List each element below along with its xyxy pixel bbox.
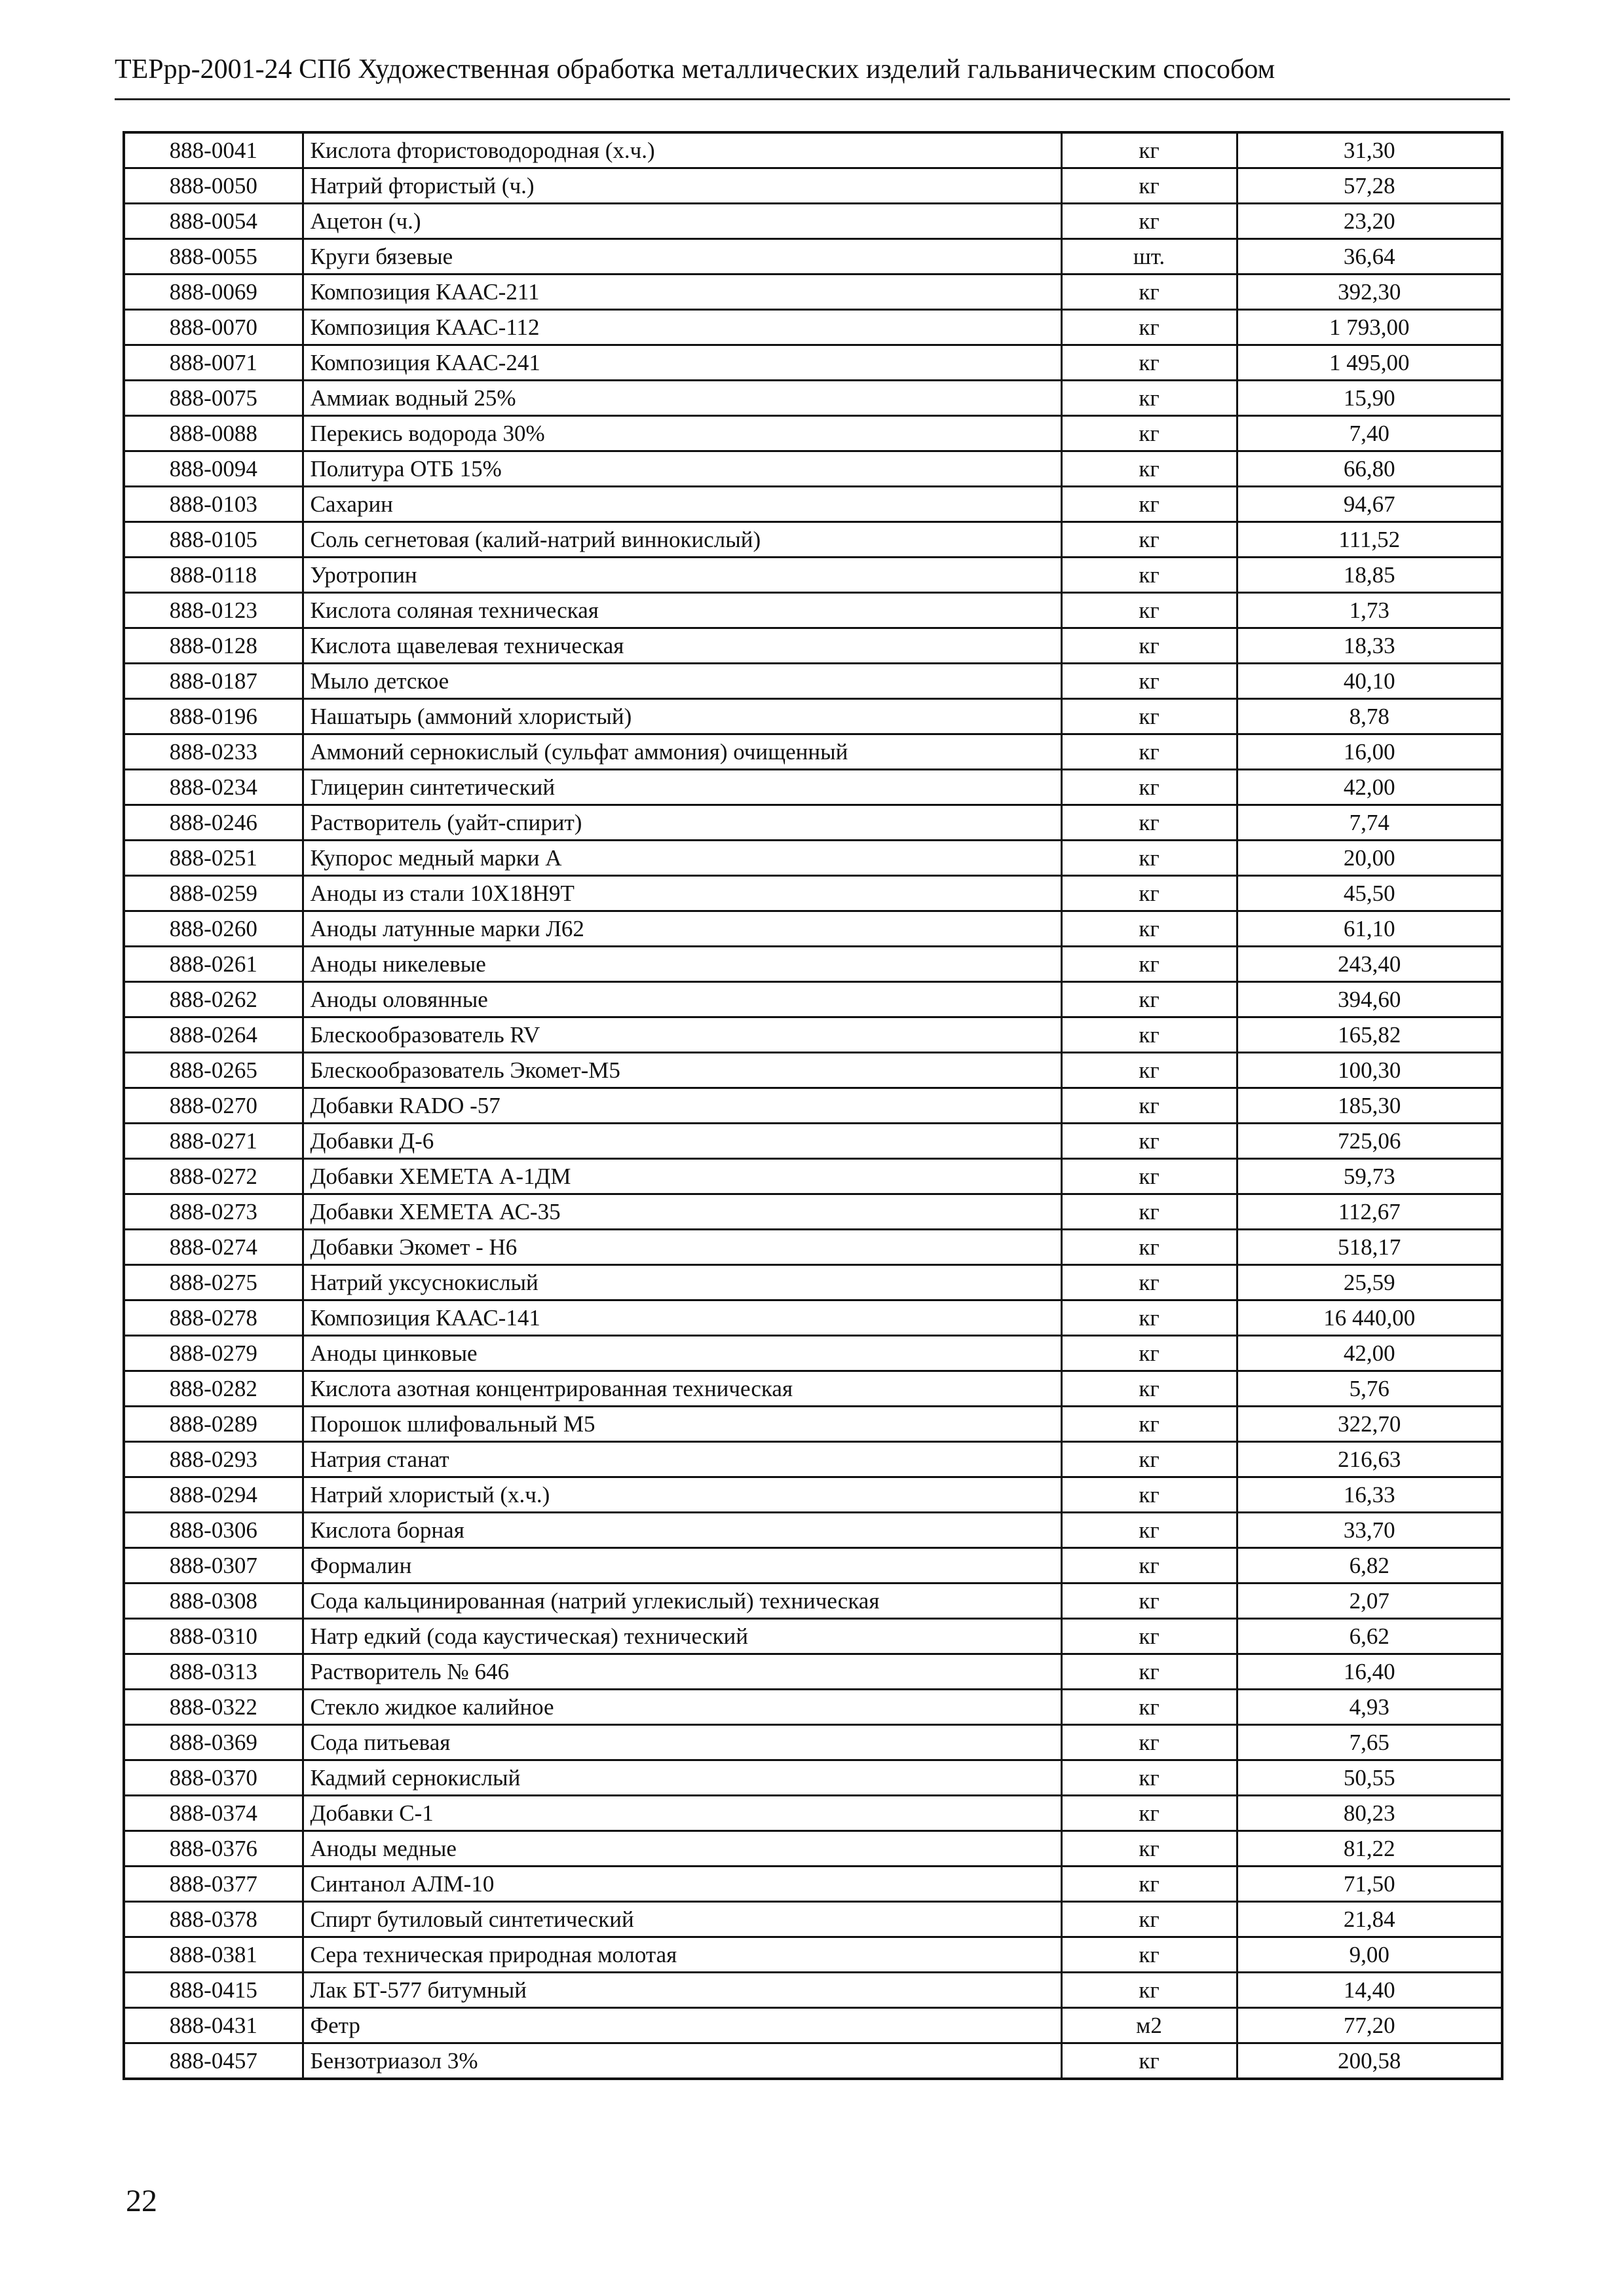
table-row — [124, 593, 1502, 628]
material-name-cell: Натр едкий (сода каустическая) технический — [303, 1619, 1061, 1654]
unit-cell: кг — [1061, 805, 1237, 841]
price-cell: 165,82 — [1237, 1017, 1502, 1053]
materials-price-table — [123, 131, 1503, 2080]
table-row — [124, 1159, 1502, 1194]
material-code-cell: 888-0088 — [124, 416, 303, 451]
table-row — [124, 876, 1502, 911]
table-row — [124, 239, 1502, 275]
unit-cell: кг — [1061, 310, 1237, 345]
material-code-cell: 888-0054 — [124, 204, 303, 239]
unit-cell: кг — [1061, 1477, 1237, 1513]
price-cell: 4,93 — [1237, 1690, 1502, 1725]
unit-cell: кг — [1061, 1336, 1237, 1371]
material-code-cell: 888-0265 — [124, 1053, 303, 1088]
material-name-cell: Уротропин — [303, 558, 1061, 593]
price-cell: 81,22 — [1237, 1831, 1502, 1867]
material-code-cell: 888-0308 — [124, 1584, 303, 1619]
table-row — [124, 1053, 1502, 1088]
table-row — [124, 2008, 1502, 2043]
table-row — [124, 1017, 1502, 1053]
table-row — [124, 947, 1502, 982]
unit-cell: кг — [1061, 1548, 1237, 1584]
material-code-cell: 888-0378 — [124, 1902, 303, 1937]
material-name-cell: Нашатырь (аммоний хлористый) — [303, 699, 1061, 734]
unit-cell: кг — [1061, 1654, 1237, 1690]
price-cell: 45,50 — [1237, 876, 1502, 911]
material-code-cell: 888-0313 — [124, 1654, 303, 1690]
materials-table-body — [124, 132, 1502, 2079]
table-row — [124, 1831, 1502, 1867]
table-row — [124, 1760, 1502, 1796]
material-code-cell: 888-0246 — [124, 805, 303, 841]
unit-cell: кг — [1061, 734, 1237, 770]
material-code-cell: 888-0294 — [124, 1477, 303, 1513]
material-code-cell: 888-0431 — [124, 2008, 303, 2043]
material-name-cell: Кадмий сернокислый — [303, 1760, 1061, 1796]
material-code-cell: 888-0233 — [124, 734, 303, 770]
material-name-cell: Кислота борная — [303, 1513, 1061, 1548]
table-row — [124, 1937, 1502, 1973]
unit-cell: кг — [1061, 1760, 1237, 1796]
table-row — [124, 487, 1502, 522]
material-code-cell: 888-0279 — [124, 1336, 303, 1371]
table-row — [124, 1654, 1502, 1690]
table-row — [124, 1336, 1502, 1371]
price-cell: 21,84 — [1237, 1902, 1502, 1937]
material-code-cell: 888-0278 — [124, 1300, 303, 1336]
material-code-cell: 888-0259 — [124, 876, 303, 911]
material-name-cell: Аммиак водный 25% — [303, 381, 1061, 416]
material-name-cell: Кислота щавелевая техническая — [303, 628, 1061, 664]
material-code-cell: 888-0273 — [124, 1194, 303, 1230]
unit-cell: кг — [1061, 1407, 1237, 1442]
unit-cell: кг — [1061, 416, 1237, 451]
table-row — [124, 522, 1502, 558]
material-code-cell: 888-0128 — [124, 628, 303, 664]
table-row — [124, 1619, 1502, 1654]
unit-cell: кг — [1061, 1619, 1237, 1654]
material-name-cell: Аноды никелевые — [303, 947, 1061, 982]
material-name-cell: Бензотриазол 3% — [303, 2043, 1061, 2079]
material-name-cell: Натрия станат — [303, 1442, 1061, 1477]
material-name-cell: Добавки Экомет - Н6 — [303, 1230, 1061, 1265]
price-cell: 1 793,00 — [1237, 310, 1502, 345]
material-code-cell: 888-0310 — [124, 1619, 303, 1654]
table-row — [124, 1477, 1502, 1513]
table-row — [124, 805, 1502, 841]
unit-cell: кг — [1061, 168, 1237, 204]
price-cell: 14,40 — [1237, 1973, 1502, 2008]
price-cell: 100,30 — [1237, 1053, 1502, 1088]
price-cell: 42,00 — [1237, 1336, 1502, 1371]
material-name-cell: Купорос медный марки А — [303, 841, 1061, 876]
table-row — [124, 982, 1502, 1017]
material-name-cell: Композиция КААС-141 — [303, 1300, 1061, 1336]
table-row — [124, 1725, 1502, 1760]
material-name-cell: Добавки RADO -57 — [303, 1088, 1061, 1124]
price-cell: 40,10 — [1237, 664, 1502, 699]
price-cell: 25,59 — [1237, 1265, 1502, 1300]
unit-cell: кг — [1061, 1690, 1237, 1725]
unit-cell: кг — [1061, 1088, 1237, 1124]
unit-cell: кг — [1061, 1796, 1237, 1831]
material-code-cell: 888-0105 — [124, 522, 303, 558]
unit-cell: кг — [1061, 2043, 1237, 2079]
price-cell: 185,30 — [1237, 1088, 1502, 1124]
table-row — [124, 911, 1502, 947]
material-code-cell: 888-0094 — [124, 451, 303, 487]
material-code-cell: 888-0050 — [124, 168, 303, 204]
material-code-cell: 888-0075 — [124, 381, 303, 416]
price-cell: 243,40 — [1237, 947, 1502, 982]
unit-cell: кг — [1061, 1124, 1237, 1159]
material-name-cell: Аноды оловянные — [303, 982, 1061, 1017]
material-code-cell: 888-0289 — [124, 1407, 303, 1442]
price-cell: 392,30 — [1237, 275, 1502, 310]
table-row — [124, 558, 1502, 593]
material-name-cell: Добавки ХЕМЕТА АС-35 — [303, 1194, 1061, 1230]
price-cell: 6,62 — [1237, 1619, 1502, 1654]
unit-cell: кг — [1061, 558, 1237, 593]
material-name-cell: Натрий уксуснокислый — [303, 1265, 1061, 1300]
table-row — [124, 1230, 1502, 1265]
material-name-cell: Аммоний сернокислый (сульфат аммония) очищенный — [303, 734, 1061, 770]
price-cell: 9,00 — [1237, 1937, 1502, 1973]
price-cell: 61,10 — [1237, 911, 1502, 947]
table-row — [124, 734, 1502, 770]
table-row — [124, 1513, 1502, 1548]
material-code-cell: 888-0055 — [124, 239, 303, 275]
material-code-cell: 888-0041 — [124, 132, 303, 168]
unit-cell: кг — [1061, 275, 1237, 310]
unit-cell: кг — [1061, 1194, 1237, 1230]
table-row — [124, 770, 1502, 805]
unit-cell: кг — [1061, 1371, 1237, 1407]
material-name-cell: Растворитель (уайт-спирит) — [303, 805, 1061, 841]
material-code-cell: 888-0377 — [124, 1867, 303, 1902]
price-cell: 66,80 — [1237, 451, 1502, 487]
material-name-cell: Блескообразователь Экомет-М5 — [303, 1053, 1061, 1088]
material-code-cell: 888-0070 — [124, 310, 303, 345]
material-name-cell: Композиция КААС-211 — [303, 275, 1061, 310]
table-row — [124, 132, 1502, 168]
material-code-cell: 888-0381 — [124, 1937, 303, 1973]
unit-cell: кг — [1061, 1902, 1237, 1937]
material-code-cell: 888-0370 — [124, 1760, 303, 1796]
table-row — [124, 1584, 1502, 1619]
material-name-cell: Кислота соляная техническая — [303, 593, 1061, 628]
unit-cell: кг — [1061, 1973, 1237, 2008]
material-code-cell: 888-0293 — [124, 1442, 303, 1477]
table-row — [124, 204, 1502, 239]
price-cell: 42,00 — [1237, 770, 1502, 805]
unit-cell: кг — [1061, 911, 1237, 947]
table-row — [124, 841, 1502, 876]
price-cell: 18,85 — [1237, 558, 1502, 593]
material-name-cell: Композиция КААС-241 — [303, 345, 1061, 381]
material-name-cell: Аноды цинковые — [303, 1336, 1061, 1371]
unit-cell: м2 — [1061, 2008, 1237, 2043]
material-code-cell: 888-0103 — [124, 487, 303, 522]
price-cell: 322,70 — [1237, 1407, 1502, 1442]
material-code-cell: 888-0264 — [124, 1017, 303, 1053]
page-number: 22 — [126, 2184, 157, 2218]
unit-cell: кг — [1061, 1230, 1237, 1265]
table-row — [124, 664, 1502, 699]
material-name-cell: Соль сегнетовая (калий-натрий виннокислый) — [303, 522, 1061, 558]
material-name-cell: Порошок шлифовальный М5 — [303, 1407, 1061, 1442]
price-cell: 16,40 — [1237, 1654, 1502, 1690]
unit-cell: кг — [1061, 876, 1237, 911]
material-name-cell: Политура ОТБ 15% — [303, 451, 1061, 487]
table-row — [124, 2043, 1502, 2079]
unit-cell: кг — [1061, 1867, 1237, 1902]
price-cell: 8,78 — [1237, 699, 1502, 734]
material-name-cell: Ацетон (ч.) — [303, 204, 1061, 239]
material-code-cell: 888-0262 — [124, 982, 303, 1017]
material-name-cell: Кислота азотная концентрированная техническая — [303, 1371, 1061, 1407]
unit-cell: кг — [1061, 1265, 1237, 1300]
table-row — [124, 1973, 1502, 2008]
material-code-cell: 888-0274 — [124, 1230, 303, 1265]
unit-cell: кг — [1061, 1584, 1237, 1619]
material-code-cell: 888-0123 — [124, 593, 303, 628]
material-name-cell: Перекись водорода 30% — [303, 416, 1061, 451]
material-code-cell: 888-0260 — [124, 911, 303, 947]
price-cell: 2,07 — [1237, 1584, 1502, 1619]
table-row — [124, 1088, 1502, 1124]
material-code-cell: 888-0322 — [124, 1690, 303, 1725]
material-name-cell: Фетр — [303, 2008, 1061, 2043]
table-row — [124, 1690, 1502, 1725]
table-row — [124, 1194, 1502, 1230]
unit-cell: кг — [1061, 699, 1237, 734]
price-cell: 50,55 — [1237, 1760, 1502, 1796]
price-cell: 7,74 — [1237, 805, 1502, 841]
table-row — [124, 275, 1502, 310]
material-code-cell: 888-0196 — [124, 699, 303, 734]
price-cell: 200,58 — [1237, 2043, 1502, 2079]
material-name-cell: Аноды латунные марки Л62 — [303, 911, 1061, 947]
price-cell: 394,60 — [1237, 982, 1502, 1017]
table-row — [124, 1796, 1502, 1831]
unit-cell: кг — [1061, 770, 1237, 805]
table-row — [124, 416, 1502, 451]
material-name-cell: Глицерин синтетический — [303, 770, 1061, 805]
material-code-cell: 888-0415 — [124, 1973, 303, 2008]
material-name-cell: Сода кальцинированная (натрий углекислый) техническая — [303, 1584, 1061, 1619]
table-row — [124, 345, 1502, 381]
price-cell: 59,73 — [1237, 1159, 1502, 1194]
price-cell: 112,67 — [1237, 1194, 1502, 1230]
material-code-cell: 888-0261 — [124, 947, 303, 982]
unit-cell: кг — [1061, 345, 1237, 381]
unit-cell: кг — [1061, 1937, 1237, 1973]
unit-cell: кг — [1061, 1513, 1237, 1548]
material-code-cell: 888-0234 — [124, 770, 303, 805]
unit-cell: кг — [1061, 1159, 1237, 1194]
price-cell: 16,00 — [1237, 734, 1502, 770]
unit-cell: кг — [1061, 132, 1237, 168]
material-code-cell: 888-0069 — [124, 275, 303, 310]
unit-cell: кг — [1061, 1017, 1237, 1053]
material-code-cell: 888-0071 — [124, 345, 303, 381]
material-name-cell: Синтанол АЛМ-10 — [303, 1867, 1061, 1902]
unit-cell: шт. — [1061, 239, 1237, 275]
price-cell: 57,28 — [1237, 168, 1502, 204]
material-name-cell: Круги бязевые — [303, 239, 1061, 275]
table-row — [124, 1124, 1502, 1159]
material-code-cell: 888-0251 — [124, 841, 303, 876]
price-cell: 1,73 — [1237, 593, 1502, 628]
page-header-title: ТЕРрр-2001-24 СПб Художественная обработка металлических изделий гальваническим способом — [115, 54, 1275, 85]
unit-cell: кг — [1061, 947, 1237, 982]
material-code-cell: 888-0118 — [124, 558, 303, 593]
unit-cell: кг — [1061, 1442, 1237, 1477]
material-code-cell: 888-0457 — [124, 2043, 303, 2079]
price-cell: 725,06 — [1237, 1124, 1502, 1159]
price-cell: 1 495,00 — [1237, 345, 1502, 381]
table-row — [124, 1265, 1502, 1300]
table-row — [124, 1407, 1502, 1442]
unit-cell: кг — [1061, 1300, 1237, 1336]
material-name-cell: Аноды из стали 10Х18Н9Т — [303, 876, 1061, 911]
material-code-cell: 888-0306 — [124, 1513, 303, 1548]
material-name-cell: Мыло детское — [303, 664, 1061, 699]
material-code-cell: 888-0187 — [124, 664, 303, 699]
material-name-cell: Добавки ХЕМЕТА А-1ДМ — [303, 1159, 1061, 1194]
table-row — [124, 699, 1502, 734]
price-cell: 7,65 — [1237, 1725, 1502, 1760]
unit-cell: кг — [1061, 522, 1237, 558]
price-cell: 36,64 — [1237, 239, 1502, 275]
material-code-cell: 888-0307 — [124, 1548, 303, 1584]
material-name-cell: Сера техническая природная молотая — [303, 1937, 1061, 1973]
material-code-cell: 888-0374 — [124, 1796, 303, 1831]
price-cell: 111,52 — [1237, 522, 1502, 558]
table-row — [124, 1300, 1502, 1336]
price-cell: 16 440,00 — [1237, 1300, 1502, 1336]
price-cell: 94,67 — [1237, 487, 1502, 522]
material-name-cell: Кислота фтористоводородная (х.ч.) — [303, 132, 1061, 168]
price-cell: 33,70 — [1237, 1513, 1502, 1548]
material-name-cell: Композиция КААС-112 — [303, 310, 1061, 345]
unit-cell: кг — [1061, 593, 1237, 628]
material-name-cell: Добавки Д-6 — [303, 1124, 1061, 1159]
material-code-cell: 888-0282 — [124, 1371, 303, 1407]
price-cell: 71,50 — [1237, 1867, 1502, 1902]
table-row — [124, 310, 1502, 345]
material-name-cell: Спирт бутиловый синтетический — [303, 1902, 1061, 1937]
material-name-cell: Лак БТ-577 битумный — [303, 1973, 1061, 2008]
price-cell: 16,33 — [1237, 1477, 1502, 1513]
material-name-cell: Формалин — [303, 1548, 1061, 1584]
material-name-cell: Сахарин — [303, 487, 1061, 522]
material-code-cell: 888-0369 — [124, 1725, 303, 1760]
price-cell: 18,33 — [1237, 628, 1502, 664]
table-row — [124, 1867, 1502, 1902]
unit-cell: кг — [1061, 204, 1237, 239]
material-name-cell: Стекло жидкое калийное — [303, 1690, 1061, 1725]
unit-cell: кг — [1061, 1831, 1237, 1867]
table-row — [124, 628, 1502, 664]
table-row — [124, 1371, 1502, 1407]
price-cell: 518,17 — [1237, 1230, 1502, 1265]
material-code-cell: 888-0271 — [124, 1124, 303, 1159]
table-row — [124, 1902, 1502, 1937]
price-cell: 77,20 — [1237, 2008, 1502, 2043]
table-row — [124, 1548, 1502, 1584]
price-cell: 20,00 — [1237, 841, 1502, 876]
unit-cell: кг — [1061, 1053, 1237, 1088]
unit-cell: кг — [1061, 982, 1237, 1017]
header-divider — [115, 98, 1510, 100]
material-code-cell: 888-0275 — [124, 1265, 303, 1300]
unit-cell: кг — [1061, 628, 1237, 664]
price-cell: 7,40 — [1237, 416, 1502, 451]
price-cell: 80,23 — [1237, 1796, 1502, 1831]
material-name-cell: Сода питьевая — [303, 1725, 1061, 1760]
material-code-cell: 888-0270 — [124, 1088, 303, 1124]
material-name-cell: Добавки С-1 — [303, 1796, 1061, 1831]
material-name-cell: Растворитель № 646 — [303, 1654, 1061, 1690]
material-name-cell: Блескообразователь RV — [303, 1017, 1061, 1053]
price-cell: 5,76 — [1237, 1371, 1502, 1407]
table-row — [124, 1442, 1502, 1477]
table-row — [124, 381, 1502, 416]
material-code-cell: 888-0272 — [124, 1159, 303, 1194]
price-cell: 216,63 — [1237, 1442, 1502, 1477]
unit-cell: кг — [1061, 1725, 1237, 1760]
material-name-cell: Натрий хлористый (х.ч.) — [303, 1477, 1061, 1513]
material-name-cell: Аноды медные — [303, 1831, 1061, 1867]
price-cell: 15,90 — [1237, 381, 1502, 416]
unit-cell: кг — [1061, 487, 1237, 522]
material-name-cell: Натрий фтористый (ч.) — [303, 168, 1061, 204]
unit-cell: кг — [1061, 451, 1237, 487]
material-code-cell: 888-0376 — [124, 1831, 303, 1867]
unit-cell: кг — [1061, 664, 1237, 699]
table-row — [124, 451, 1502, 487]
table-row — [124, 168, 1502, 204]
unit-cell: кг — [1061, 841, 1237, 876]
unit-cell: кг — [1061, 381, 1237, 416]
price-cell: 31,30 — [1237, 132, 1502, 168]
price-cell: 23,20 — [1237, 204, 1502, 239]
price-cell: 6,82 — [1237, 1548, 1502, 1584]
